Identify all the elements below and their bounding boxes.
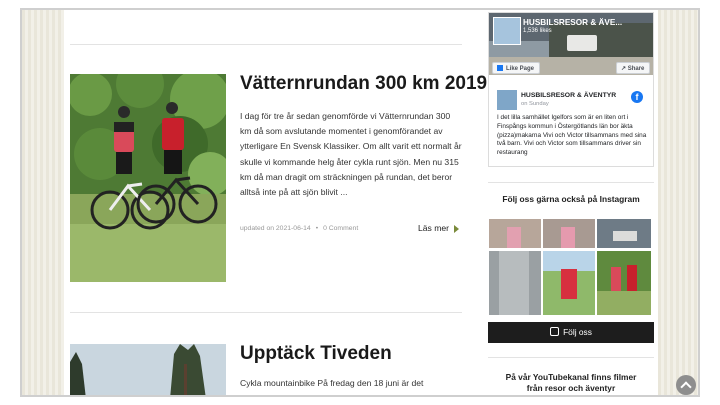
post-title[interactable]: Vätternrundan 300 km 2019 — [240, 73, 488, 94]
post-thumbnail[interactable] — [70, 344, 226, 397]
triangle-right-icon — [454, 225, 459, 233]
photo-subject — [613, 231, 637, 241]
photo-subject — [507, 227, 521, 248]
photo-subject — [499, 251, 529, 315]
avatar — [493, 17, 521, 45]
post-meta — [240, 225, 358, 232]
read-more-link[interactable] — [418, 223, 459, 233]
divider — [70, 44, 462, 45]
post-date[interactable]: on Sunday — [521, 101, 549, 107]
instagram-photo[interactable] — [543, 251, 595, 315]
photo-sky — [543, 251, 595, 271]
page-frame — [20, 8, 700, 397]
instagram-heading: Följ oss gärna också på Instagram — [502, 194, 640, 204]
post-excerpt: I dag för tre år sedan genomförde vi Vätternrundan 300 km då som avslutande momentet i genomförandet av ytterligare En Svensk Klassiker. Om allt varit ett normalt år skulle vi kommande helg åter cykla runt sjön. Men nu 315 km då man dragit om sträckningen på rundan, det beror alltså inte på att sjön blivit ... — [240, 111, 462, 198]
instagram-follow-button[interactable] — [488, 322, 654, 343]
post-author[interactable]: HUSBILSRESOR & ÄVENTYR — [521, 92, 617, 99]
post-thumbnail[interactable] — [70, 74, 226, 282]
instagram-photo[interactable] — [489, 219, 541, 248]
post-title[interactable]: Upptäck Tiveden — [240, 343, 392, 364]
like-page-label: Like Page — [506, 66, 535, 72]
photo-subject — [561, 269, 577, 299]
instagram-photo[interactable] — [543, 219, 595, 248]
facebook-page-widget — [488, 12, 654, 167]
share-label: Share — [627, 66, 645, 72]
share-button[interactable] — [616, 62, 650, 74]
facebook-f-icon — [497, 65, 503, 71]
facebook-cover[interactable] — [489, 13, 653, 75]
facebook-likes: 1,536 likes — [523, 28, 552, 34]
photo-subject — [611, 267, 621, 291]
cyclists-photo — [70, 74, 226, 282]
facebook-post-text: I det lilla samhället Igelfors som är en liten ort i Finspångs kommun i Östergötlands län bor äkta (pizza)makarna Vivi och Victor tillsammans med sina två barn. Vivi och Victor som tillsammans driver sin restaurang — [497, 114, 647, 157]
forest-photo — [70, 344, 226, 397]
follow-label: Följ oss — [563, 327, 592, 337]
instagram-photo[interactable] — [597, 219, 651, 248]
photo-ground — [597, 291, 651, 315]
instagram-photo[interactable] — [597, 251, 651, 315]
share-icon: ↗ — [621, 66, 627, 72]
like-page-button[interactable] — [492, 62, 540, 74]
facebook-f-icon[interactable]: f — [631, 91, 643, 103]
facebook-page-name[interactable]: HUSBILSRESOR & ÄVE... — [523, 18, 623, 27]
divider — [488, 182, 654, 183]
meta-separator: • — [315, 225, 319, 232]
chevron-up-icon[interactable] — [676, 375, 696, 395]
instagram-icon — [550, 327, 559, 336]
photo-subject — [561, 227, 575, 248]
read-more-label: Läs mer — [418, 223, 450, 233]
photo-subject — [627, 265, 637, 291]
instagram-photo[interactable] — [489, 251, 541, 315]
youtube-heading: På vår YouTubekanal finns filmer från resor och äventyr — [505, 372, 637, 393]
comment-count[interactable]: 0 Comment — [323, 225, 359, 232]
post-excerpt: Cykla mountainbike På fredag den 18 juni är det — [240, 378, 424, 388]
divider — [70, 312, 462, 313]
updated-date: updated on 2021-06-14 — [240, 225, 311, 232]
post-avatar[interactable] — [497, 90, 517, 110]
divider — [488, 357, 654, 358]
